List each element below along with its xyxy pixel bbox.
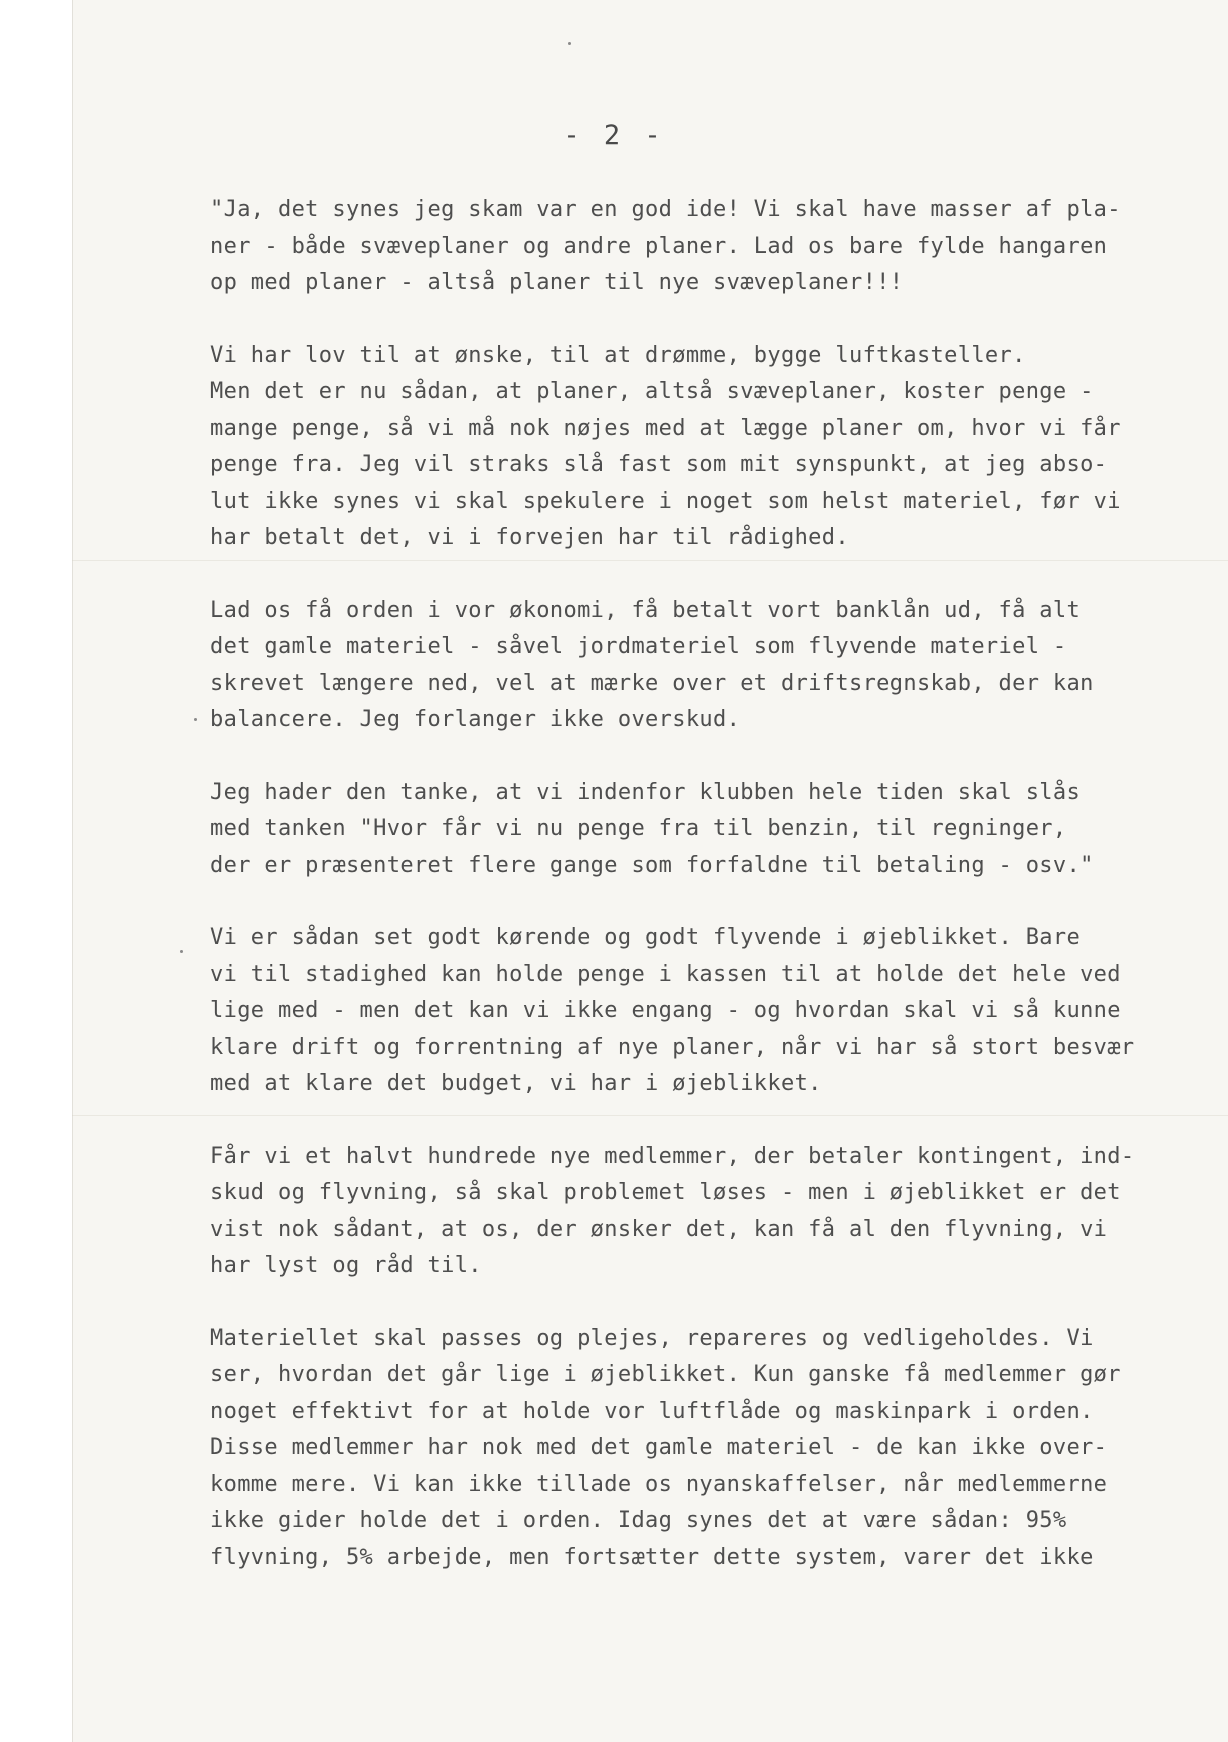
text-line: vi til stadighed kan holde penge i kassen til at holde det hele ved bbox=[210, 961, 1121, 987]
text-line: Vi har lov til at ønske, til at drømme, bygge luftkasteller. bbox=[210, 342, 1026, 368]
paragraph bbox=[210, 775, 1228, 885]
paragraph bbox=[210, 593, 1228, 739]
paper-speck bbox=[568, 42, 571, 45]
text-line: med at klare det budget, vi har i øjeblikket. bbox=[210, 1071, 822, 1096]
paragraph bbox=[210, 338, 1228, 557]
text-line: lige med - men det kan vi ikke engang - og hvordan skal vi så kunne bbox=[210, 998, 1121, 1023]
text-line: Jeg hader den tanke, at vi indenfor klubben hele tiden skal slås bbox=[210, 779, 1081, 805]
paper-speck bbox=[180, 950, 183, 953]
text-line: Får vi et halvt hundrede nye medlemmer, der betaler kontingent, ind- bbox=[210, 1143, 1135, 1169]
text-line: vist nok sådant, at os, der ønsker det, kan få al den flyvning, vi bbox=[210, 1216, 1108, 1242]
text-line: Disse medlemmer har nok med det gamle materiel - de kan ikke over- bbox=[210, 1435, 1108, 1460]
text-line: det gamle materiel - såvel jordmateriel som flyvende materiel - bbox=[210, 634, 1067, 659]
text-line: Lad os få orden i vor økonomi, få betalt vort banklån ud, få alt bbox=[210, 597, 1081, 623]
text-line: flyvning, 5% arbejde, men fortsætter dette system, varer det ikke bbox=[210, 1544, 1094, 1570]
text-line: der er præsenteret flere gange som forfaldne til betaling - osv." bbox=[210, 852, 1094, 878]
page-number: - 2 - bbox=[563, 120, 665, 151]
text-line: skrevet længere ned, vel at mærke over et driftsregnskab, der kan bbox=[210, 670, 1094, 696]
text-line: klare drift og forrentning af nye planer, når vi har så stort besvær bbox=[210, 1034, 1135, 1060]
text-line: "Ja, det synes jeg skam var en god ide! Vi skal have masser af pla- bbox=[210, 197, 1121, 222]
text-line: har lyst og råd til. bbox=[210, 1253, 482, 1278]
paragraph bbox=[210, 920, 1228, 1103]
text-line: penge fra. Jeg vil straks slå fast som mit synspunkt, at jeg abso- bbox=[210, 452, 1108, 477]
text-line: komme mere. Vi kan ikke tillade os nyanskaffelser, når medlemmerne bbox=[210, 1471, 1108, 1497]
text-line: skud og flyvning, så skal problemet løses - men i øjeblikket er det bbox=[210, 1180, 1121, 1205]
text-line: balancere. Jeg forlanger ikke overskud. bbox=[210, 707, 741, 732]
text-line: mange penge, så vi må nok nøjes med at lægge planer om, hvor vi får bbox=[210, 415, 1121, 441]
text-line: Men det er nu sådan, at planer, altså svæveplaner, koster penge - bbox=[210, 379, 1094, 404]
text-line: lut ikke synes vi skal spekulere i noget som helst materiel, før vi bbox=[210, 488, 1121, 514]
text-line: ner - både svæveplaner og andre planer. Lad os bare fylde hangaren bbox=[210, 233, 1108, 259]
text-line: Materiellet skal passes og plejes, repareres og vedligeholdes. Vi bbox=[210, 1325, 1094, 1351]
text-line: ikke gider holde det i orden. Idag synes det at være sådan: 95% bbox=[210, 1508, 1067, 1533]
text-line: Vi er sådan set godt kørende og godt flyvende i øjeblikket. Bare bbox=[210, 925, 1081, 950]
text-line: noget effektivt for at holde vor luftflåde og maskinpark i orden. bbox=[210, 1398, 1094, 1424]
paragraph bbox=[210, 1139, 1228, 1285]
paragraph bbox=[210, 1321, 1228, 1577]
text-line: ser, hvordan det går lige i øjeblikket. Kun ganske få medlemmer gør bbox=[210, 1362, 1121, 1387]
text-line: har betalt det, vi i forvejen har til rådighed. bbox=[210, 525, 849, 550]
text-line: op med planer - altså planer til nye svæveplaner!!! bbox=[210, 270, 904, 295]
text-line: med tanken "Hvor får vi nu penge fra til benzin, til regninger, bbox=[210, 816, 1067, 841]
paragraph bbox=[210, 192, 1228, 302]
typewritten-text bbox=[210, 192, 1228, 1732]
paper-speck bbox=[194, 718, 197, 721]
